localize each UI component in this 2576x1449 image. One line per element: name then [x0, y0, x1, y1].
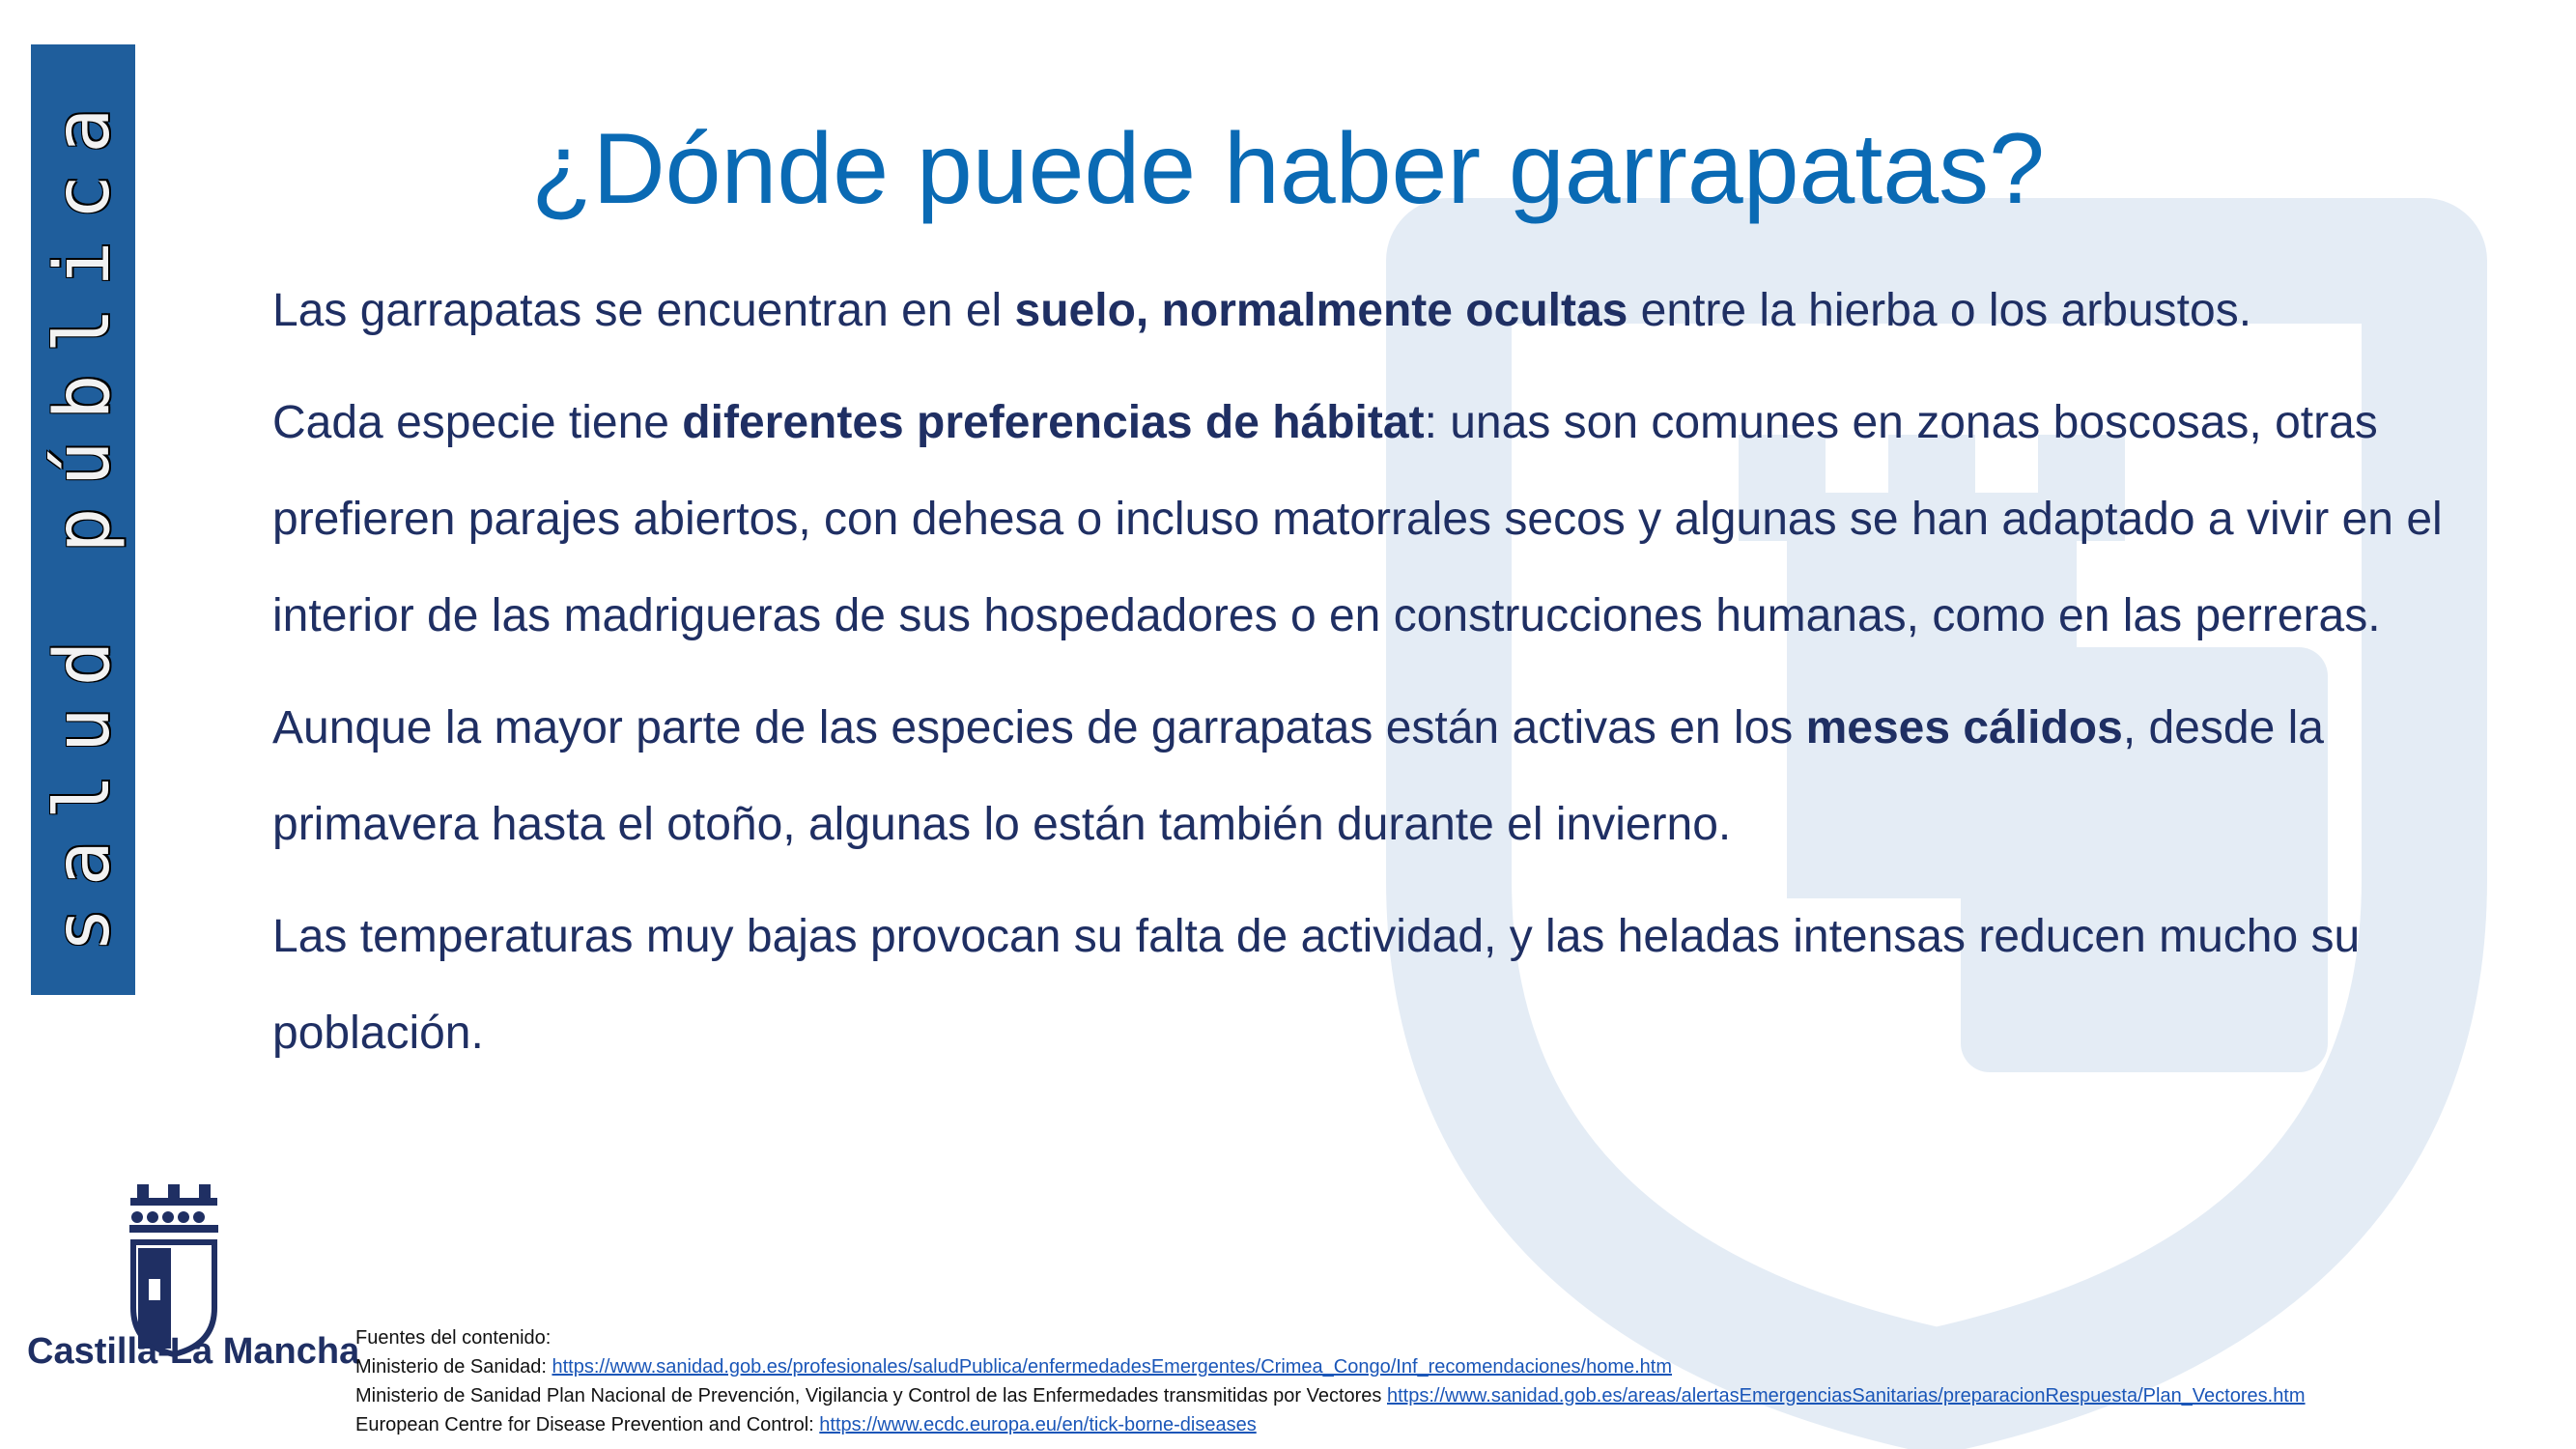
paragraph-1-text-c: entre la hierba o los arbustos.: [1628, 285, 2252, 336]
source-2-label: Ministerio de Sanidad Plan Nacional de Prevención, Vigilancia y Control de las Enfermedades transmitidas por Vectores: [355, 1385, 1387, 1406]
source-3-label: European Centre for Disease Prevention and Control:: [355, 1414, 820, 1435]
banner-text: salud pública: [40, 86, 127, 953]
sources-block: [355, 1323, 2306, 1439]
paragraph-3: [272, 680, 2513, 873]
source-1-label: Ministerio de Sanidad:: [355, 1356, 552, 1378]
paragraph-1-text-a: Las garrapatas se encuentran en el: [272, 285, 1015, 336]
source-1-link[interactable]: https://www.sanidad.gob.es/profesionales/saludPublica/enfermedadesEmergentes/Crimea_Congo/Inf_recomendaciones/home.htm: [552, 1356, 1673, 1378]
paragraph-4: [272, 889, 2513, 1082]
paragraph-3-text-a: Aunque la mayor parte de las especies de garrapatas están activas en los: [272, 702, 1806, 753]
paragraph-1-bold: suelo, normalmente ocultas: [1014, 285, 1628, 336]
source-item-3: [355, 1410, 2306, 1439]
paragraph-3-bold: meses cálidos: [1805, 702, 2123, 753]
source-item-1: [355, 1352, 2306, 1381]
source-item-2: [355, 1381, 2306, 1410]
logo-text: Castilla-La Mancha: [27, 1331, 360, 1372]
page-title: ¿Dónde puede haber garrapatas?: [531, 113, 2045, 225]
sources-heading: Fuentes del contenido:: [355, 1327, 552, 1349]
paragraph-2: [272, 375, 2513, 665]
source-3-link[interactable]: https://www.ecdc.europa.eu/en/tick-borne-diseases: [819, 1414, 1257, 1435]
paragraph-2-text-a: Cada especie tiene: [272, 397, 683, 448]
paragraph-1: [272, 263, 2513, 359]
paragraph-3-text-c: , desde la primavera hasta el otoño, algunas lo están también durante el invierno.: [272, 702, 2324, 850]
paragraph-2-text-c: : unas son comunes en zonas boscosas, otras prefieren parajes abiertos, con dehesa o incluso matorrales secos y algunas se han adaptado a vivir en el interior de las madrigueras de sus hospedadores o en construcciones humanas, como en las perreras.: [272, 397, 2443, 641]
paragraph-4-text: Las temperaturas muy bajas provocan su falta de actividad, y las heladas intensas reducen mucho su población.: [272, 911, 2361, 1059]
main-content: [272, 263, 2513, 1097]
paragraph-2-bold: diferentes preferencias de hábitat: [682, 397, 1425, 448]
source-2-link[interactable]: https://www.sanidad.gob.es/areas/alertasEmergenciasSanitarias/preparacionRespuesta/Plan_Vectores.htm: [1387, 1385, 2306, 1406]
